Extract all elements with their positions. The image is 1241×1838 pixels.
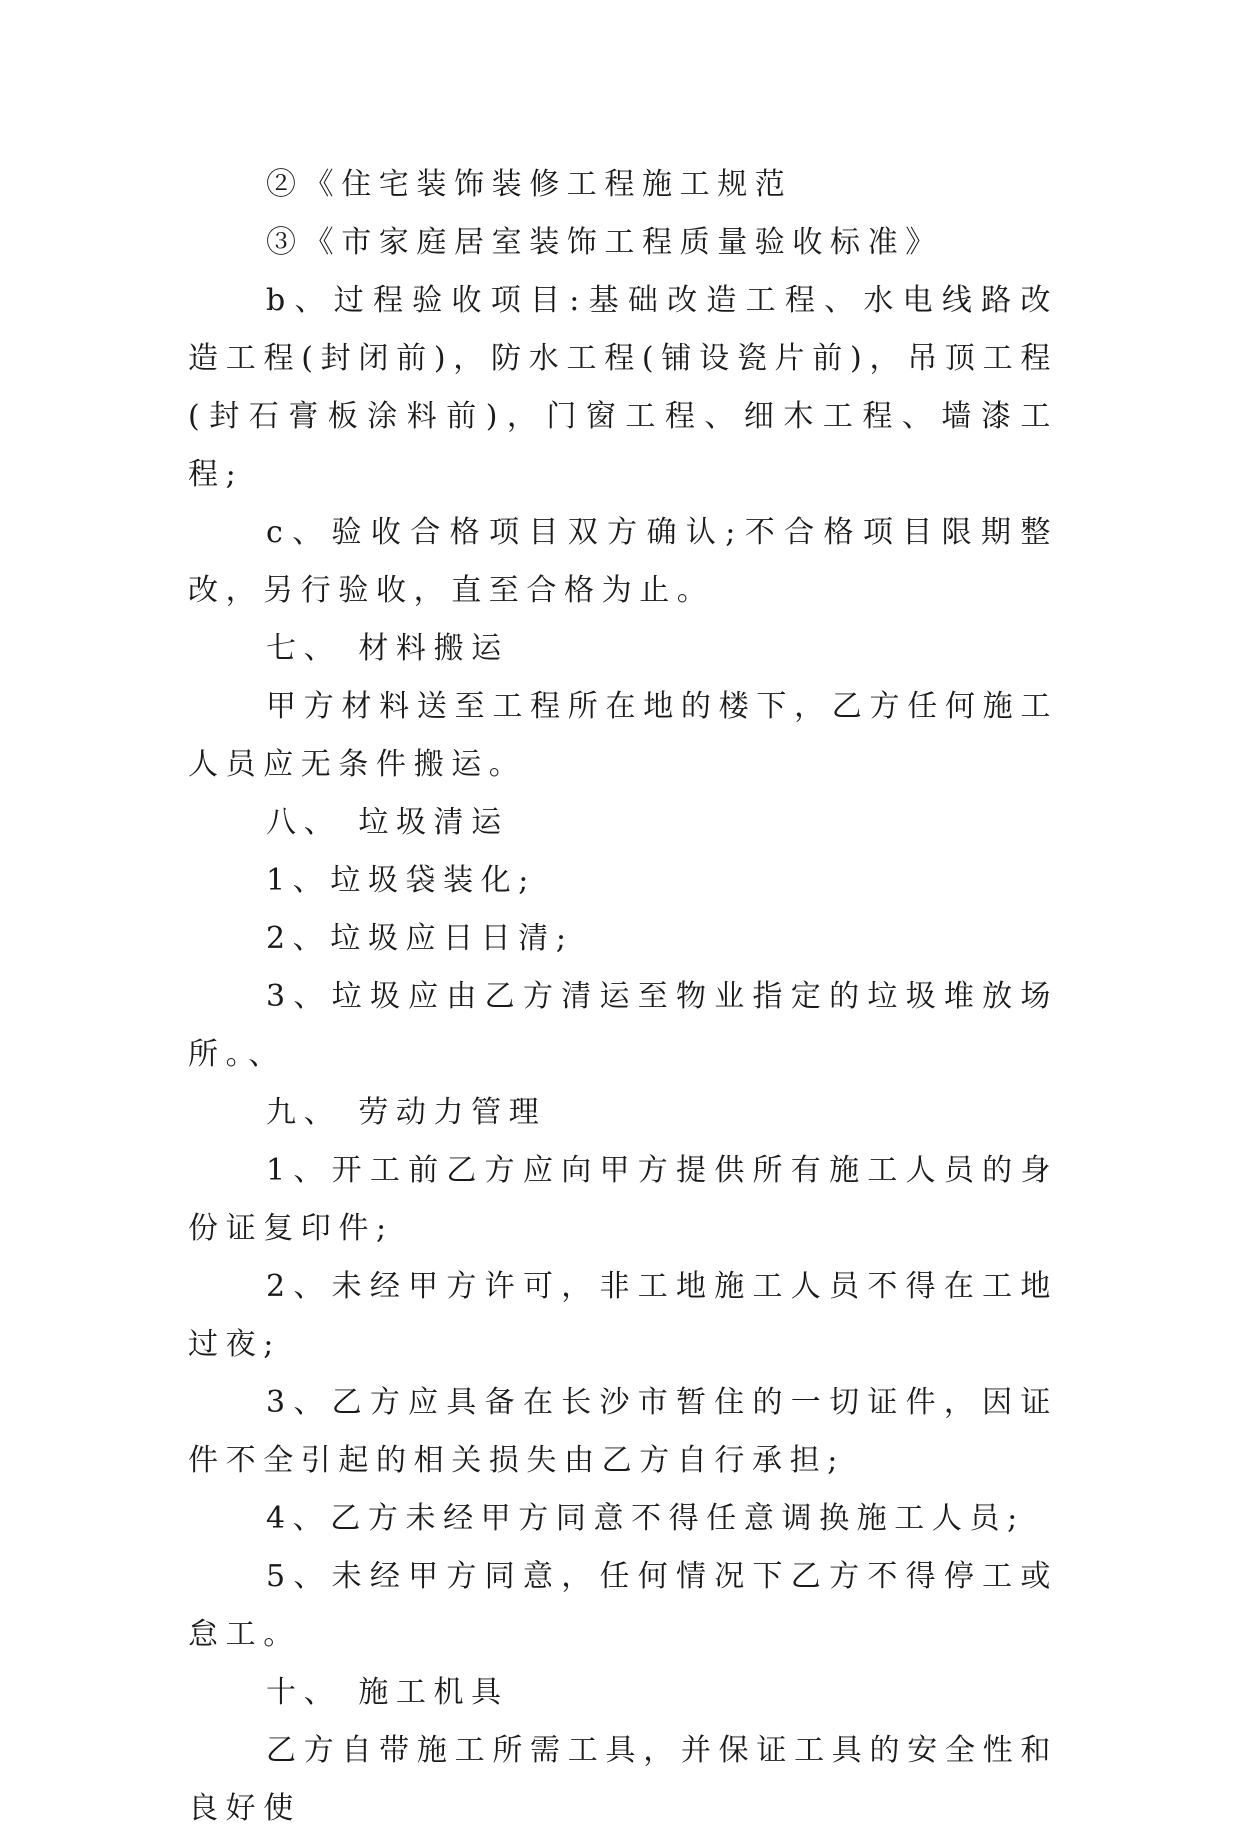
section-heading-construction-tools: 十、 施工机具 (266, 1675, 509, 1710)
list-item-waste-3: 3、垃圾应由乙方清运至物业指定的垃圾堆放场所。、 (188, 979, 1058, 1072)
list-item-waste-2: 2、垃圾应日日清; (266, 921, 574, 956)
document-body (188, 156, 1058, 1838)
list-item-labor-1: 1、开工前乙方应向甲方提供所有施工人员的身份证复印件; (188, 1153, 1058, 1246)
paragraph-standard-3: ③《市家庭居室装饰工程质量验收标准》 (266, 225, 943, 260)
list-item-waste-1: 1、垃圾袋装化; (266, 863, 536, 898)
section-heading-labor-management: 九、 劳动力管理 (266, 1095, 547, 1130)
list-item-labor-5: 5、未经甲方同意，任何情况下乙方不得停工或怠工。 (188, 1559, 1058, 1652)
section-heading-material-handling: 七、 材料搬运 (266, 631, 509, 666)
paragraph-process-acceptance: b、过程验收项目:基础改造工程、水电线路改造工程(封闭前)，防水工程(铺设瓷片前)，吊顶工程(封石膏板涂料前)，门窗工程、细木工程、墙漆工程; (188, 283, 1058, 492)
paragraph-standard-2: ②《住宅装饰装修工程施工规范 (266, 167, 793, 202)
paragraph-material-handling: 甲方材料送至工程所在地的楼下，乙方任何施工人员应无条件搬运。 (188, 689, 1058, 782)
section-heading-waste-removal: 八、 垃圾清运 (266, 805, 509, 840)
list-item-labor-4: 4、乙方未经甲方同意不得任意调换施工人员; (266, 1501, 1025, 1536)
list-item-labor-2: 2、未经甲方许可，非工地施工人员不得在工地过夜; (188, 1269, 1058, 1362)
paragraph-construction-tools: 乙方自带施工所需工具，并保证工具的安全性和良好使 (188, 1733, 1058, 1826)
paragraph-acceptance-confirmation: c、验收合格项目双方确认;不合格项目限期整改，另行验收，直至合格为止。 (188, 515, 1058, 608)
list-item-labor-3: 3、乙方应具备在长沙市暂住的一切证件，因证件不全引起的相关损失由乙方自行承担; (188, 1385, 1058, 1478)
